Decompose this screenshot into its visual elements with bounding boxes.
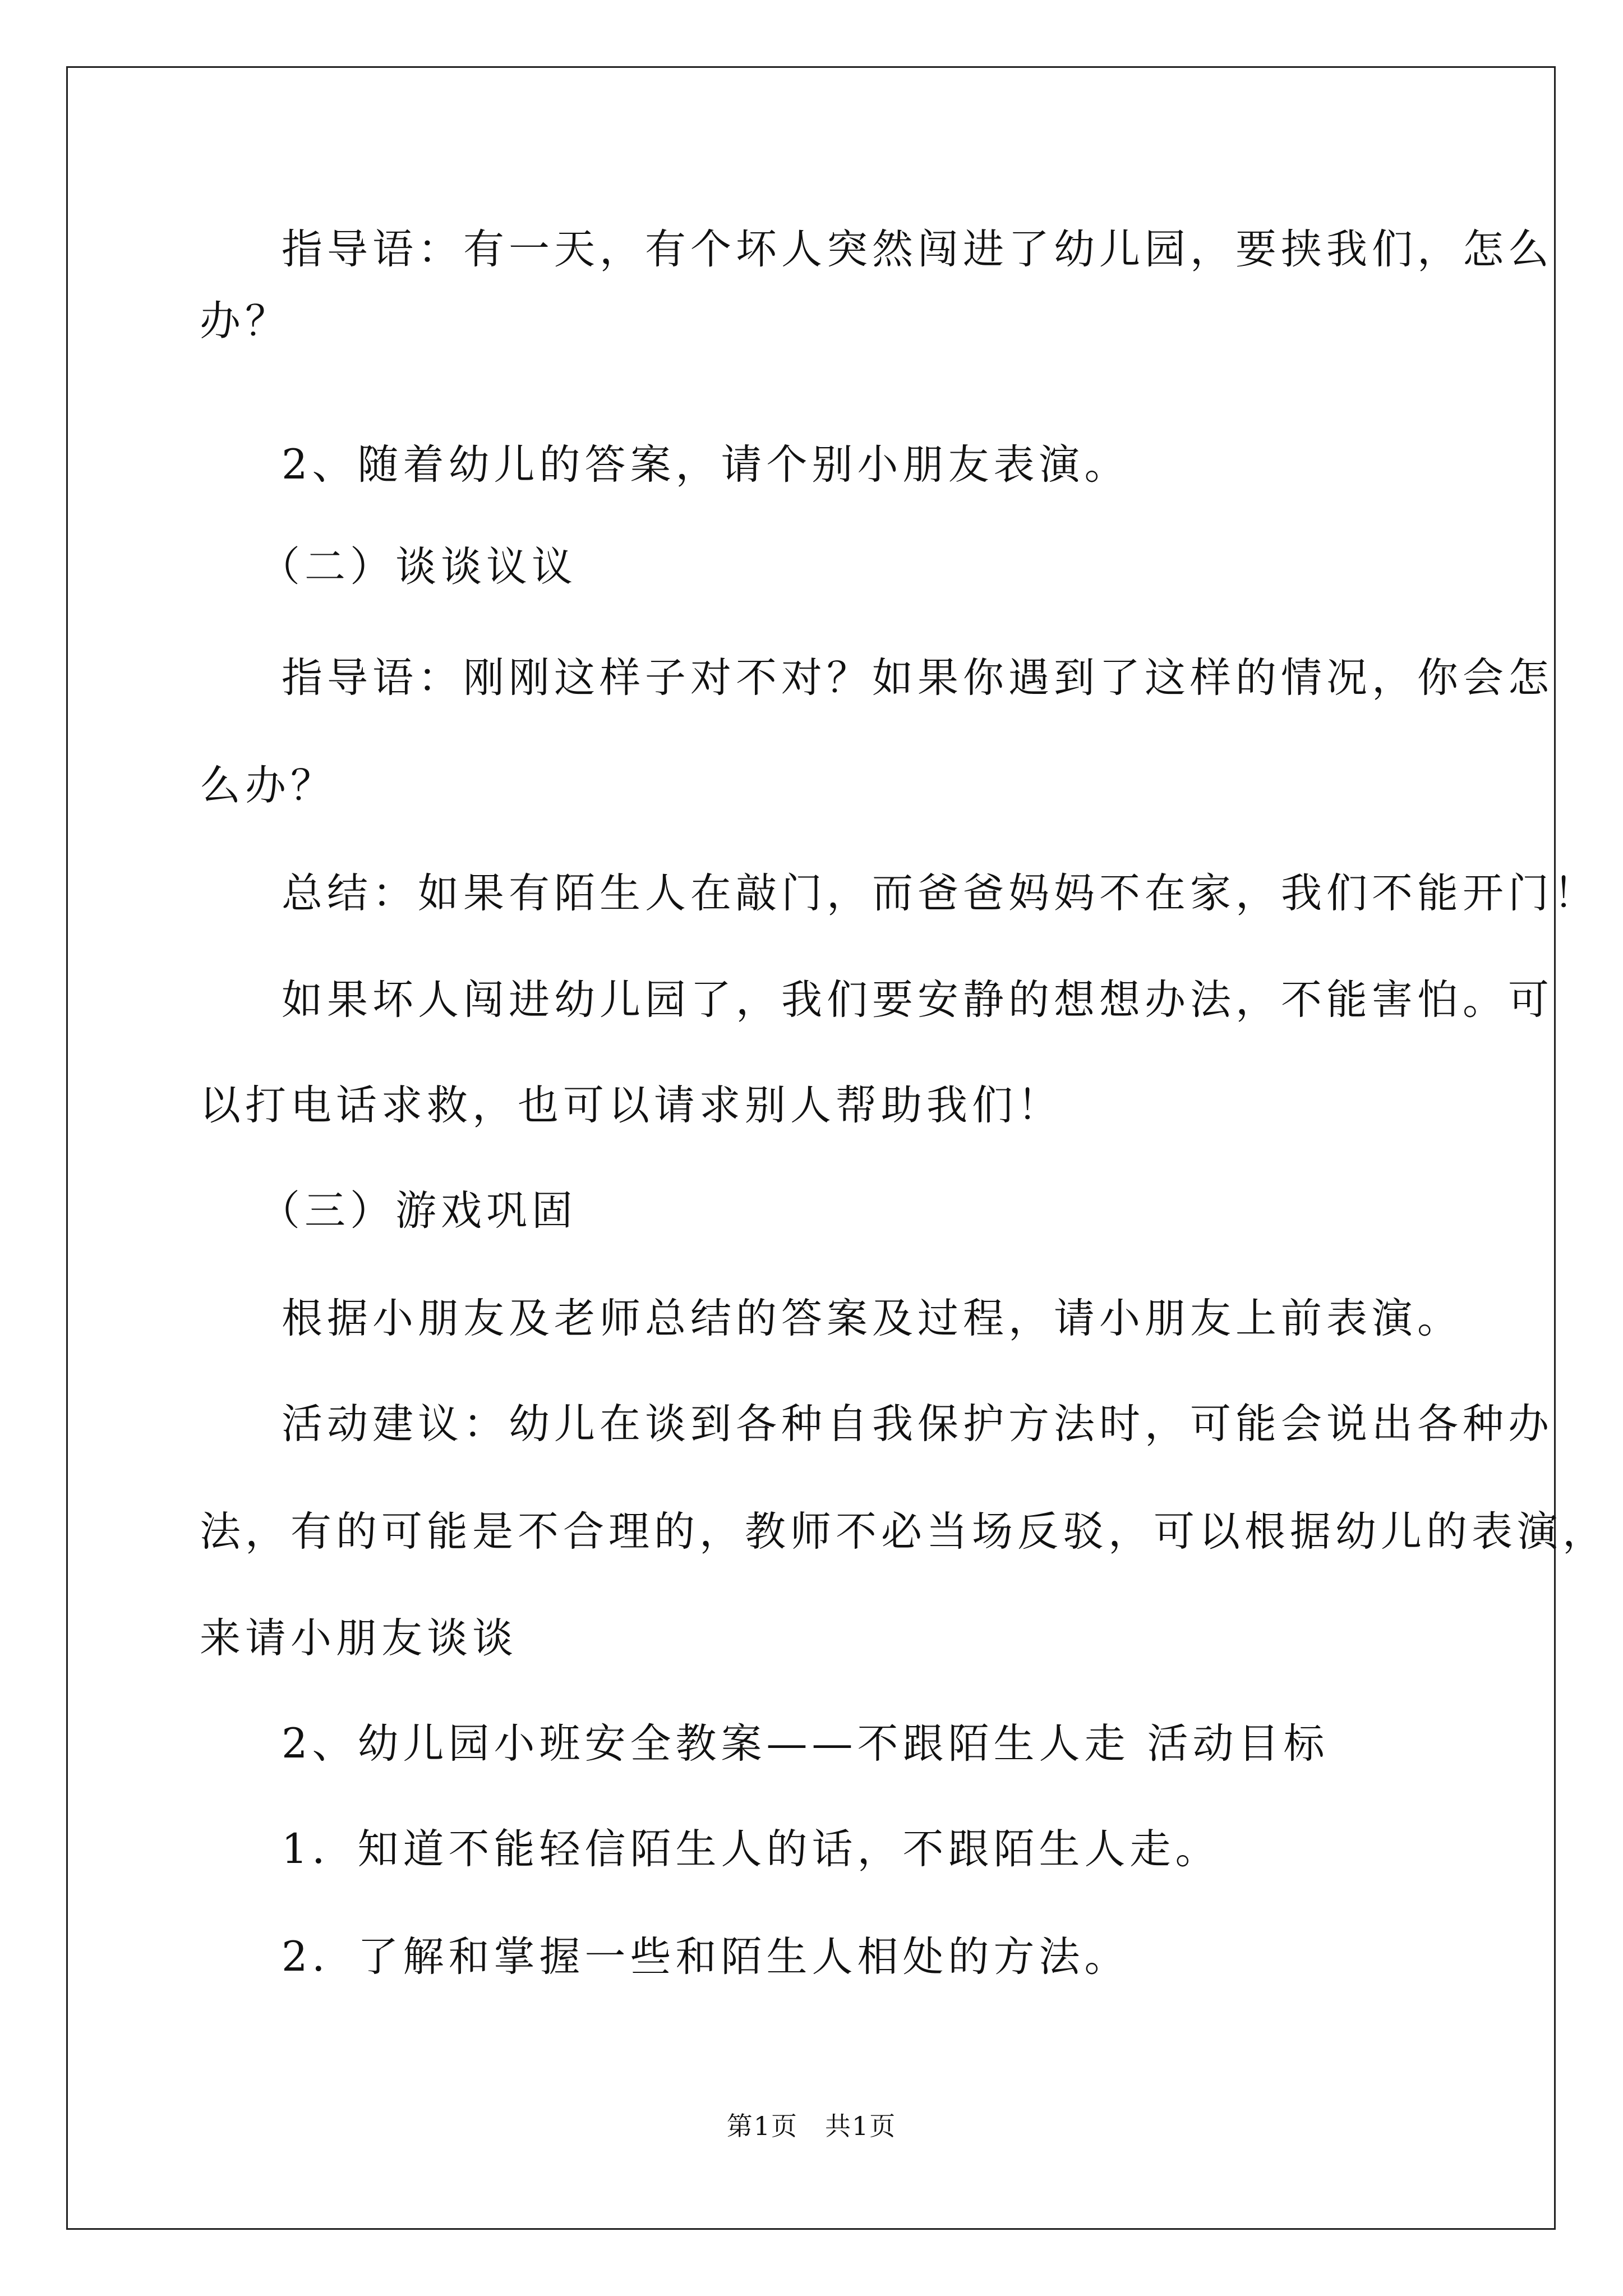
- text-line: 指导语：有一天，有个坏人突然闯进了幼儿园，要挟我们，怎么: [282, 226, 1553, 273]
- text-line: 1．知道不能轻信陌生人的话，不跟陌生人走。: [282, 1825, 1221, 1873]
- text-line: 以打电话求救，也可以请求别人帮助我们！: [200, 1082, 1063, 1129]
- text-line: 2．了解和掌握一些和陌生人相处的方法。: [282, 1933, 1130, 1981]
- section-heading: （二）谈谈议议: [259, 543, 577, 591]
- text-line: 指导语：刚刚这样子对不对？如果你遇到了这样的情况，你会怎: [282, 654, 1553, 702]
- text-line: 根据小朋友及老师总结的答案及过程，请小朋友上前表演。: [282, 1295, 1463, 1342]
- text-line: 2、随着幼儿的答案，请个别小朋友表演。: [282, 441, 1130, 489]
- text-line: 法，有的可能是不合理的，教师不必当场反驳，可以根据幼儿的表演，: [200, 1508, 1608, 1556]
- page-footer: 第1页 共1页: [726, 2111, 897, 2141]
- section-heading: （三）游戏巩固: [259, 1187, 577, 1235]
- text-line: 如果坏人闯进幼儿园了，我们要安静的想想办法，不能害怕。可: [282, 976, 1553, 1024]
- text-line: 来请小朋友谈谈: [200, 1614, 518, 1662]
- text-line: 2、幼儿园小班安全教案——不跟陌生人走 活动目标: [282, 1720, 1329, 1768]
- text-line: 活动建议：幼儿在谈到各种自我保护方法时，可能会说出各种办: [282, 1400, 1553, 1448]
- text-line: 么办？: [200, 762, 336, 809]
- page-border: [66, 66, 1556, 2230]
- text-line: 办？: [200, 297, 291, 345]
- text-line: 总结：如果有陌生人在敲门，而爸爸妈妈不在家，我们不能开门！: [282, 869, 1599, 917]
